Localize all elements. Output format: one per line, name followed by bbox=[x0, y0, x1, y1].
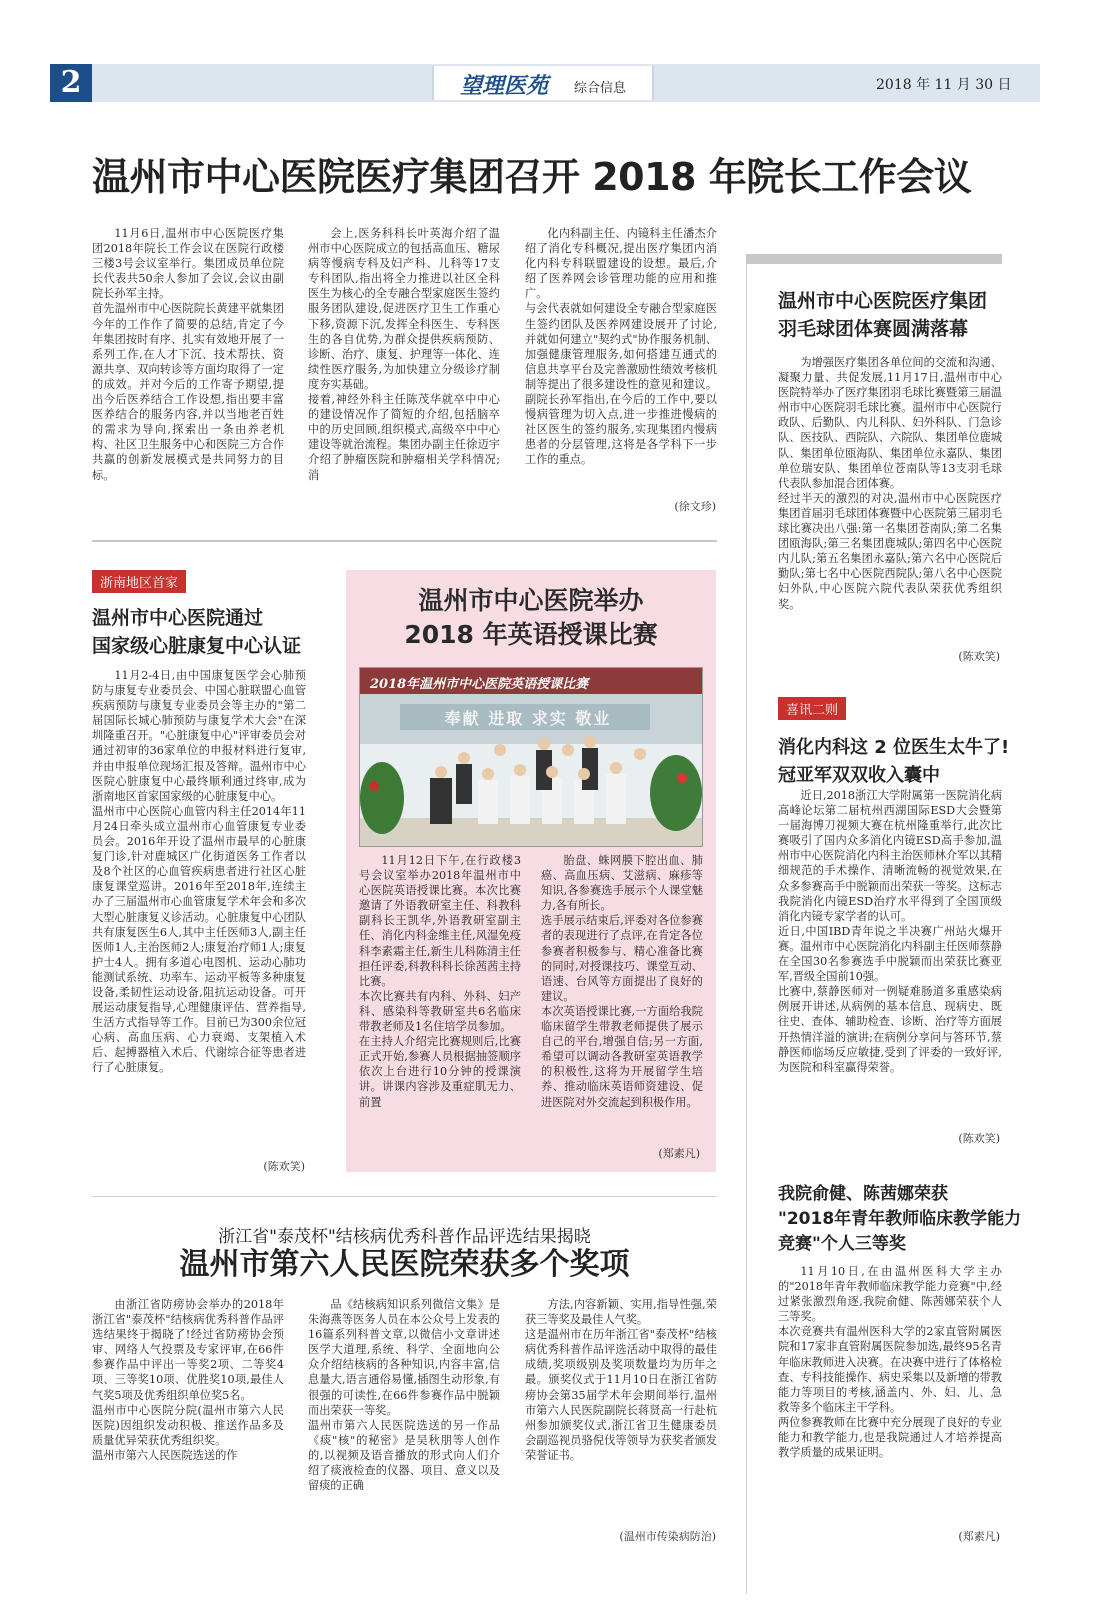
page-number: 2 bbox=[50, 64, 92, 102]
tb-signature: (温州市传染病防治) bbox=[619, 1530, 716, 1543]
good-news-signature: (陈欢笑) bbox=[958, 1132, 1000, 1145]
brand-name: 望理医苑 bbox=[460, 73, 549, 99]
teaching-signature: (郑素凡) bbox=[958, 1530, 1000, 1543]
teaching-title: 我院俞健、陈茜娜荣获 "2018年青年教师临床教学能力 竞赛"个人三等奖 bbox=[778, 1184, 1022, 1254]
column-rule bbox=[746, 264, 747, 1594]
sidebar-rule bbox=[746, 254, 1002, 264]
main-headline: 温州市中心医院医疗集团召开 2018 年院长工作会议 bbox=[92, 155, 972, 199]
english-col2: 胎盘、蛛网膜下腔出血、肺癌、高血压病、艾滋病、麻疹等知识,各参赛选手展示个人课堂魅力,各有所长。 选手展示结束后,评委对各位参赛者的表现进行了点评,在肯定各位参赛者积极参与、精心准备比赛的同时,对授课技巧、课堂互动、语速、台风等方面提出了良好的建议。 本次英语授课比赛,一方面给我院临床留学生带教老师提供了展示自己的平台,增强自信;另一方面,希望可以调动各教研室英语教学的积极性,这将为开展留学生培养、推动临床英语师资建设、促进医院对外交流起到积极作用。 bbox=[541, 854, 703, 1109]
tb-title: 温州市第六人民医院荣获多个奖项 bbox=[179, 1247, 630, 1282]
cardiac-title: 温州市中心医院通过 国家级心脏康复中心认证 bbox=[92, 607, 302, 657]
divider bbox=[92, 540, 717, 542]
badminton-body: 为增强医疗集团各单位间的交流和沟通、凝聚力量、共促发展,11月17日,温州市中心医院特举办了医疗集团羽毛球比赛暨第三届温州市中心医院羽毛球比赛。温州市中心医院行政队、后勤队、内儿科队、妇外科队、门急诊队、医技队、西院队、六院队、集团单位鹿城队、集团单位瓯海队、集团单位永嘉队、集团单位瑞安队、集团单位苍南队等13支羽毛球代表队参加混合团体赛。 经过半天的激烈的对决,温州市中心医院医疗集团首届羽毛球团体赛暨中心医院第三届羽毛球比赛决出八强:第一名集团苍南队;第二名集团瓯海队;第三名集团鹿城队;第四名中心医院内儿队;第五名集团永嘉队;第六名中心医院后勤队;第七名中心医院西院队;第八名中心医院妇外队,中心医院六院代表队荣获优秀组织奖。 bbox=[778, 356, 1002, 611]
masthead-logo bbox=[432, 66, 654, 100]
cardiac-signature: (陈欢笑) bbox=[263, 1160, 305, 1173]
group-photo bbox=[359, 667, 703, 847]
cardiac-body: 11月2-4日,由中国康复医学会心肺预防与康复专业委员会、中国心脏联盟心血管疾病预防与康复专业委员会等主办的"第二届国际长城心肺预防与康复学术大会"在深圳隆重召开。"心脏康复中心"评审委员会对通过初审的36家单位的申报材料进行复审,并由申报单位现场汇报及答辩。温州市中心医院心脏康复中心最终顺利通过终审,成为浙南地区首家国家级的心脏康复中心。 温州市中心医院心血管内科主任2014年11月24日牵头成立温州市心血管康复专业委员会。2016年开设了温州市最早的心脏康复门诊,针对鹿城区广化街道医务工作者以及8个社区的心血管疾病患者进行社区心脏康复课堂巡讲。2016年至2018年,连续主办了三届温州市心血管康复学术年会和多次大型心脏康复义诊活动。心脏康复中心团队共有康复医生6人,其中主任医师3人,副主任医师1人,主治医师2人;康复治疗师1人;康复护士4人。拥有多道心电图机、运动心肺功能测试系统、功率车、运动平板等多种康复设备,柔韧性运动设备,阻抗运动设备。可开展运动康复指导,心理健康评估、营养指导,生活方式指导等工作。目前已为300余位冠心病、高血压病、心力衰竭、支架植入术后、起搏器植入术后、代谢综合征等患者进行了心脏康复。 bbox=[92, 669, 306, 1075]
divider-lower bbox=[92, 1196, 717, 1197]
photo-wall-text: 奉献 进取 求实 敬业 bbox=[444, 709, 612, 728]
main-article-col3: 化内科副主任、内镜科主任潘杰介绍了消化专科概况,提出医疗集团内消化内科专科联盟建设的设想。最后,介绍了医养网会诊管理功能的应用和推广。 与会代表就如何建设全专融合型家庭医生签约团队及医养网建设展开了讨论,并就如何建立"契约式"协作服务机制、加强健康管理服务,如何搭建互通式的信息共享平台及完善激励性绩效考核机制等提出了很多建设性的意见和建议。副院长孙军指出,在今后的工作中,要以慢病管理为切入点,进一步推进慢病的社区医生的签约服务,实现集团内慢病患者的分层管理,这将是各学科下一步工作的重点。 bbox=[525, 227, 717, 467]
main-article-col2: 会上,医务科科长叶英海介绍了温州市中心医院成立的包括高血压、糖尿病等慢病专科及妇产科、儿科等17支专科团队,指出将全力推进以社区全科医生为核心的全专融合型家庭医生签约服务团队建设,促进医疗卫生工作重心下移,资源下沉,发挥全科医生、专科医生的各自优势,为群众提供疾病预防、诊断、治疗、康复、护理等一体化、连续性医疗服务,为加快建立分级诊疗制度夯实基础。 接着,神经外科主任陈茂华就卒中中心的建设情况作了简短的介绍,包括脑卒中的历史回顾,组织模式,高级卒中中心建设等就治流程。集团办副主任徐迈宇介绍了肿瘤医院和肿瘤相关学科情况;消 bbox=[308, 227, 500, 482]
main-article-signature: (徐文珍) bbox=[674, 500, 716, 513]
tb-col3: 方法,内容新颖、实用,指导性强,荣获三等奖及最佳人气奖。 这是温州市在历年浙江省"泰茂杯"结核病优秀科普作品评选活动中取得的最佳成绩,奖项级别及奖项数量均为历年之最。颁奖仪式于11月10日在浙江省防痨协会第35届学术年会期间举行,温州市第六人民医院副院长蒋贤高一行赴杭州参加颁奖仪式,浙江省卫生健康委员会副巡视员骆倪伐等领导为获奖者颁发荣誉证书。 bbox=[525, 1298, 717, 1462]
section-name: 综合信息 bbox=[574, 81, 627, 96]
badminton-signature: (陈欢笑) bbox=[958, 650, 1000, 663]
issue-date: 2018 年 11 月 30 日 bbox=[876, 77, 1012, 93]
teaching-body: 11月10日,在由温州医科大学主办的"2018年青年教师临床教学能力竞赛"中,经过紧张激烈角逐,我院俞健、陈茜娜荣获个人三等奖。 本次竞赛共有温州医科大学的2家直管附属医院和17家非直管附属医院参加选,最终95名青年临床教师进入决赛。在决赛中进行了体格检查、专科技能操作、病史采集以及新增的带教能力等项目的考核,涵盖内、外、妇、儿、急救等多个临床主干学科。 两位参赛教师在比赛中充分展现了良好的专业能力和教学能力,也是我院通过人才培养提高教学质量的成果证明。 bbox=[778, 1265, 1002, 1460]
tb-col1: 由浙江省防痨协会举办的2018年浙江省"泰茂杯"结核病优秀科普作品评选结果终于揭晓了!经过省防痨协会预审、网络人气投票及专家评审,在66件参赛作品中评出一等奖2项、二等奖4项、三等奖10项、优胜奖10项,最佳人气奖5项及优秀组织单位奖5名。 温州市中心医院分院(温州市第六人民医院)因组织发动积极、推送作品多及质量优异荣获优秀组织奖。 温州市第六人民医院选送的作 bbox=[92, 1298, 284, 1462]
good-news-tag: 喜讯二则 bbox=[778, 697, 846, 720]
group-photo-image bbox=[360, 668, 703, 847]
english-col1: 11月12日下午,在行政楼3号会议室举办2018年温州市中心医院英语授课比赛。本次比赛邀请了外语教研室主任、科教科副科长王凯华,外语教研室副主任、消化内科金维主任,风湿免疫科李素霜主任,新生儿科陈清主任担任评委,科教科科长徐茜茜主持比赛。 本次比赛共有内科、外科、妇产科、感染科等教研室共6名临床带教老师及1名住培学员参加。 在主持人介绍完比赛规则后,比赛正式开始,参赛人员根据抽签顺序依次上台进行10分钟的授课演讲。讲课内容涉及重症肌无力、前置 bbox=[359, 854, 521, 1109]
good-news-title: 消化内科这 2 位医生太牛了! 冠亚军双双收入囊中 bbox=[778, 737, 1010, 786]
english-signature: (郑素凡) bbox=[658, 1147, 700, 1160]
tb-col2: 品《结核病知识系列微信文集》是朱海燕等医务人员在本公众号上发表的16篇系列科普文章,以微信小文章讲述医学大道理,系统、科学、全面地向公众介绍结核病的各种知识,内容丰富,信息量大,语言通俗易懂,插图生动形象,有很强的可读性,在66件参赛作品中脱颖而出荣获一等奖。 温州市第六人民医院选送的另一作品《痰"核"的秘密》是吴秋朋等人创作的,以视频及语音播放的形式向人们介绍了痰液检查的仪器、项目、意义以及留痰的正确 bbox=[308, 1298, 500, 1493]
main-article-col1: 11月6日,温州市中心医院医疗集团2018年院长工作会议在医院行政楼三楼3号会议室举行。集团成员单位院长代表共50余人参加了会议,会议由副院长孙军主持。 首先温州市中心医院院长黄建平就集团今年的工作作了简要的总结,肯定了今年集团按时有序、扎实有效地开展了一系列工作,在人才下沉、技术帮扶、资源共享、双向转诊等方面均取得了一定的成效。并对今后的工作寄予期望,提出今后医养结合工作设想,指出要丰富医养结合的服务内容,并以当地老百姓的需求为导向,探索出一条由养老机构、社区卫生服务中心和医院三方合作共赢的创新发展模式是共同努力的目标。 bbox=[92, 227, 284, 482]
good-news-body: 近日,2018浙江大学附属第一医院消化病高峰论坛第二届杭州西湖国际ESD大会暨第一届海博刀视频大赛在杭州隆重举行,此次比赛吸引了国内众多消化内镜ESD高手参加,温州市中心医院消化内科主治医师林介军以其精细规范的手术操作、清晰流畅的视觉效果,在众多参赛高手中脱颖而出荣获一等奖。这标志我院消化内镜ESD治疗水平得到了全国顶级消化内镜专家学者的认可。 近日,中国IBD青年说之半决赛广州站火爆开赛。温州市中心医院消化内科副主任医师蔡静在全国30名参赛选手中脱颖而出荣获比赛亚军,晋级全国前10强。 比赛中,蔡静医师对一例疑难肠道多重感染病例展开讲述,从病例的基本信息、现病史、既往史、查体、辅助检查、诊断、治疗等方面展开热情洋溢的演讲;在病例分享问与答环节,蔡静医师临场反应敏捷,受到了评委的一致好评,为医院和科室赢得荣誉。 bbox=[778, 789, 1002, 1074]
badminton-title: 温州市中心医院医疗集团 羽毛球团体赛圆满落幕 bbox=[778, 290, 988, 340]
cardiac-tag: 浙南地区首家 bbox=[92, 570, 186, 593]
english-title: 温州市中心医院举办 2018 年英语授课比赛 bbox=[404, 586, 658, 649]
tb-kicker: 浙江省"泰茂杯"结核病优秀科普作品评选结果揭晓 bbox=[218, 1227, 591, 1247]
photo-banner-text: 2018年温州市中心医院英语授课比赛 bbox=[370, 677, 589, 692]
